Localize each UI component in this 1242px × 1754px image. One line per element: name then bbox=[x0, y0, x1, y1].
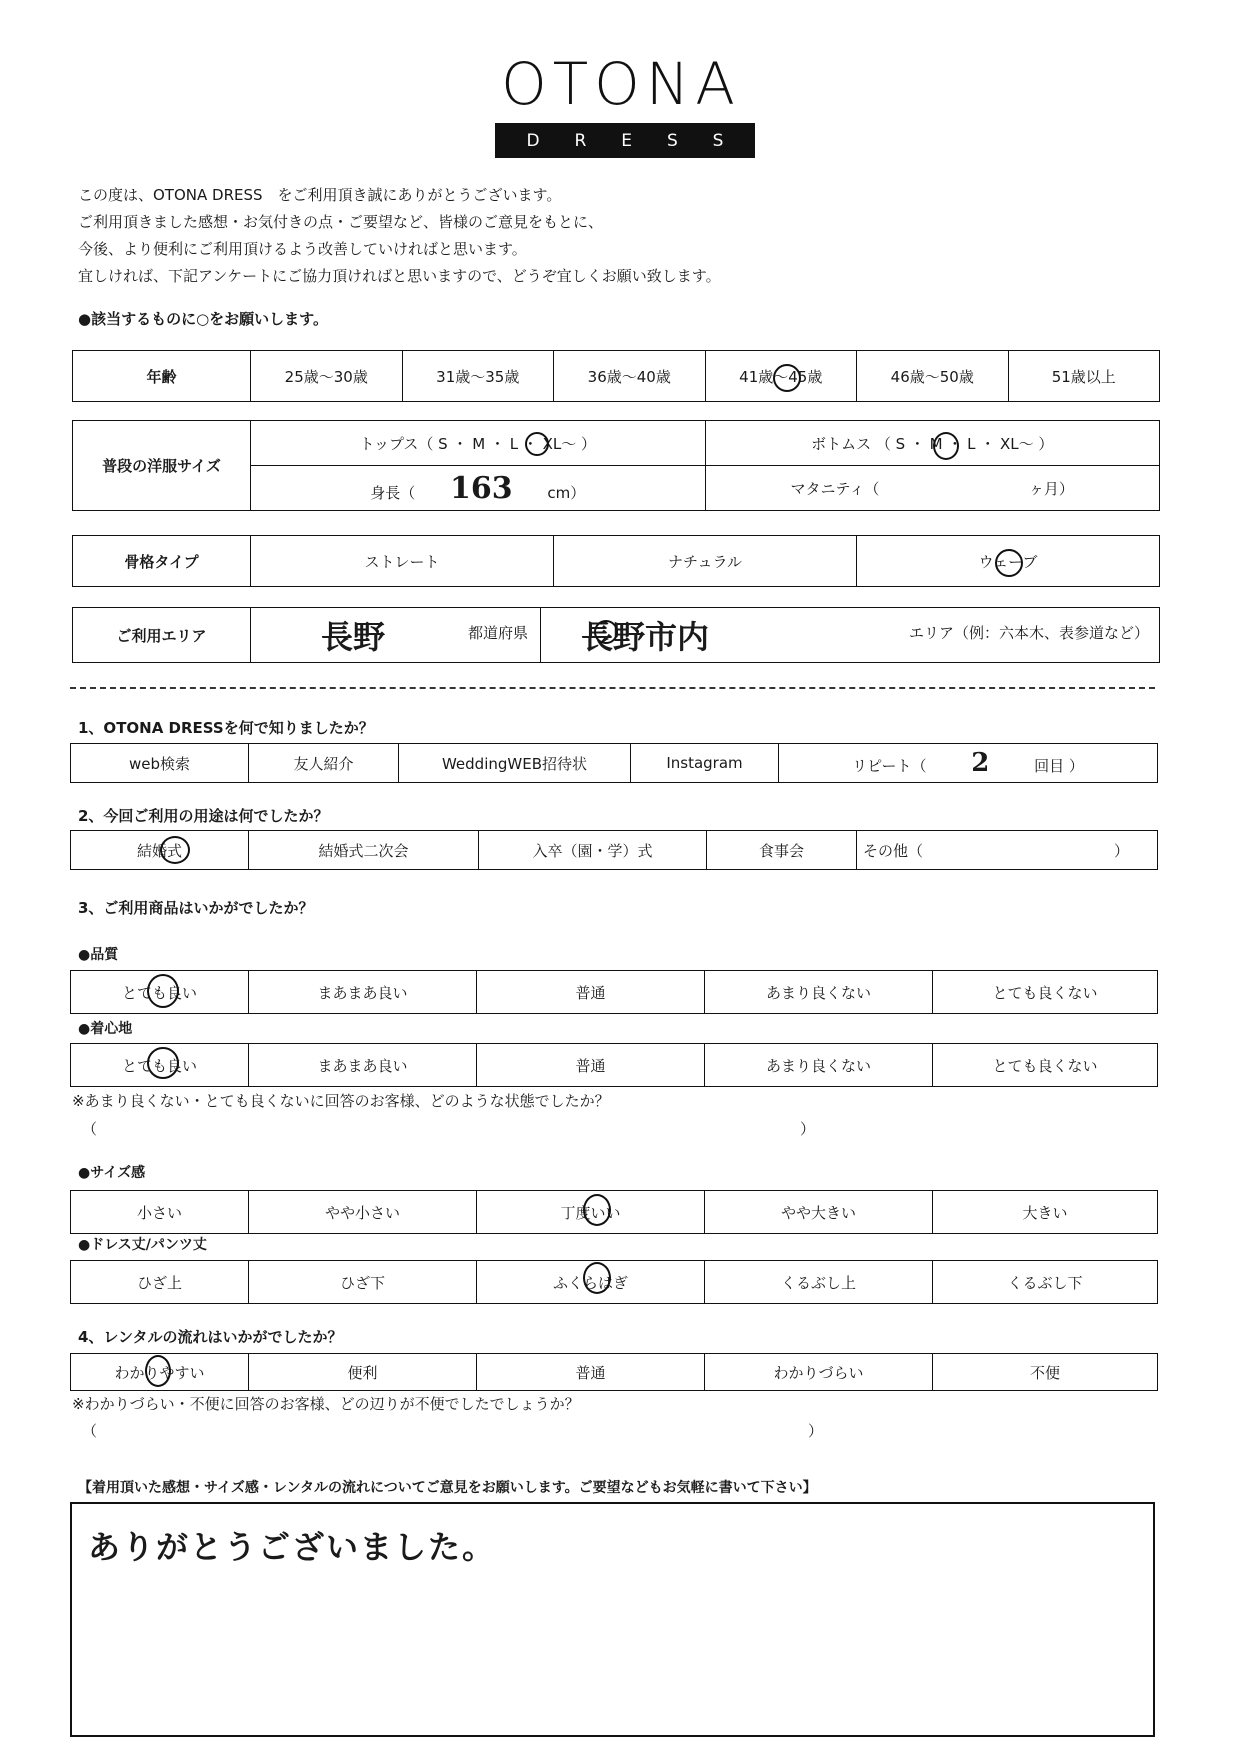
q4-title: 4、レンタルの流れはいかがでしたか？ bbox=[78, 1328, 343, 1346]
other-label: その他（ bbox=[863, 841, 924, 860]
repeat-suffix: 回目 ） bbox=[1034, 757, 1084, 775]
comment-box[interactable] bbox=[70, 1502, 1155, 1737]
q4-option[interactable]: 不便 bbox=[933, 1354, 1158, 1391]
length-option[interactable]: ひざ上 bbox=[71, 1261, 249, 1304]
comfort-option[interactable]: まあまあ良い bbox=[249, 1044, 477, 1087]
fit-label: ●サイズ感 bbox=[78, 1165, 146, 1181]
maternity-label: マタニティ（ bbox=[790, 479, 880, 498]
q1-option[interactable]: 友人紹介 bbox=[249, 744, 399, 783]
maternity-field[interactable] bbox=[705, 466, 1160, 511]
q4-note: ※わかりづらい・不便に回答のお客様、どの辺りが不便でしたでしょうか？ bbox=[72, 1395, 580, 1413]
selection-circle bbox=[147, 974, 179, 1008]
comfort-option[interactable]: 普通 bbox=[477, 1044, 705, 1087]
area-value: 長野市内 bbox=[581, 618, 710, 656]
intro-line: この度は、OTONA DRESS をご利用頂き誠にありがとうございます。 bbox=[78, 186, 562, 204]
fit-option[interactable]: 大きい bbox=[933, 1191, 1158, 1234]
brand-logo-title: OTONA bbox=[501, 50, 741, 118]
selection-circle bbox=[773, 364, 801, 392]
selection-circle bbox=[583, 1194, 611, 1226]
fit-option[interactable]: やや大きい bbox=[705, 1191, 933, 1234]
height-value: 163 bbox=[450, 470, 513, 506]
selection-circle bbox=[160, 836, 190, 864]
height-field[interactable] bbox=[251, 466, 706, 511]
quality-option[interactable]: あまり良くない bbox=[705, 971, 933, 1014]
q3-note: ※あまり良くない・とても良くないに回答のお客様、どのような状態でしたか？ bbox=[72, 1092, 610, 1110]
length-option-selected[interactable]: ふくらはぎ bbox=[477, 1261, 705, 1304]
repeat-label: リピート（ bbox=[852, 757, 927, 775]
fit-table bbox=[70, 1190, 1158, 1234]
selection-circle bbox=[583, 1262, 611, 1294]
q4-note-open-paren: （ bbox=[82, 1422, 98, 1440]
q2-option[interactable]: 食事会 bbox=[707, 831, 857, 870]
length-option[interactable]: くるぶし上 bbox=[705, 1261, 933, 1304]
quality-option[interactable]: まあまあ良い bbox=[249, 971, 477, 1014]
comfort-table bbox=[70, 1043, 1158, 1087]
other-close: ） bbox=[1113, 841, 1129, 860]
logo-letter: R bbox=[574, 130, 587, 151]
frame-option[interactable]: ナチュラル bbox=[554, 536, 857, 587]
comment-title: 【着用頂いた感想・サイズ感・レンタルの流れについてご意見をお願いします。ご要望などもお気軽に書いて下さい】 bbox=[78, 1480, 817, 1496]
logo-letter: S bbox=[666, 130, 678, 151]
height-unit: cm） bbox=[547, 483, 586, 502]
q2-option[interactable]: 入卒（園・学）式 bbox=[479, 831, 707, 870]
age-option-selected[interactable]: 41歳～45歳 bbox=[705, 351, 857, 402]
age-option[interactable]: 25歳～30歳 bbox=[251, 351, 403, 402]
q1-option[interactable]: WeddingWEB招待状 bbox=[399, 744, 631, 783]
fit-option[interactable]: やや小さい bbox=[249, 1191, 477, 1234]
prefecture-value: 長野 bbox=[321, 618, 386, 656]
q4-option[interactable]: 普通 bbox=[477, 1354, 705, 1391]
area-label: ご利用エリア bbox=[73, 608, 251, 663]
maternity-unit: ヶ月） bbox=[1028, 479, 1074, 498]
q2-table bbox=[70, 830, 1158, 870]
selection-circle bbox=[525, 432, 549, 456]
length-label: ●ドレス丈/パンツ丈 bbox=[78, 1237, 207, 1253]
selection-circle bbox=[995, 549, 1023, 577]
logo-letter: S bbox=[712, 130, 724, 151]
q2-other-field[interactable] bbox=[857, 831, 1158, 870]
comfort-label: ●着心地 bbox=[78, 1021, 133, 1037]
age-option[interactable]: 31歳～35歳 bbox=[402, 351, 554, 402]
q1-table bbox=[70, 743, 1158, 783]
comment-text: ありがとうございました。 bbox=[88, 1528, 497, 1566]
comfort-option[interactable]: とても良くない bbox=[933, 1044, 1158, 1087]
quality-option[interactable]: 普通 bbox=[477, 971, 705, 1014]
brand-logo-subtitle bbox=[495, 123, 755, 158]
q2-title: 2、今回ご利用の用途は何でしたか？ bbox=[78, 807, 329, 825]
q4-option[interactable]: わかりづらい bbox=[705, 1354, 933, 1391]
selection-circle bbox=[933, 432, 959, 460]
q1-option[interactable]: web検索 bbox=[71, 744, 249, 783]
comfort-option[interactable]: あまり良くない bbox=[705, 1044, 933, 1087]
q4-table bbox=[70, 1353, 1158, 1391]
logo-letter: E bbox=[621, 130, 632, 151]
comfort-option-selected[interactable]: とても良い bbox=[71, 1044, 249, 1087]
area-field[interactable] bbox=[541, 608, 1160, 663]
note-close-paren: ） bbox=[800, 1120, 816, 1138]
quality-table bbox=[70, 970, 1158, 1014]
q2-option[interactable]: 結婚式二次会 bbox=[249, 831, 479, 870]
intro-text bbox=[78, 182, 721, 290]
prefecture-field[interactable] bbox=[251, 608, 541, 663]
frame-option-selected[interactable]: ウェーブ bbox=[857, 536, 1160, 587]
fit-option-selected[interactable]: 丁度いい bbox=[477, 1191, 705, 1234]
height-label: 身長（ bbox=[370, 483, 416, 502]
note-open-paren: （ bbox=[82, 1120, 98, 1138]
quality-label: ●品質 bbox=[78, 947, 119, 963]
selection-circle bbox=[145, 1355, 171, 1387]
area-hint: エリア（例：六本木、表参道など） bbox=[908, 624, 1149, 642]
frame-label: 骨格タイプ bbox=[73, 536, 251, 587]
quality-option[interactable]: とても良くない bbox=[933, 971, 1158, 1014]
size-label: 普段の洋服サイズ bbox=[73, 421, 251, 511]
age-option[interactable]: 36歳～40歳 bbox=[554, 351, 706, 402]
age-option[interactable]: 51歳以上 bbox=[1008, 351, 1160, 402]
bottoms-size-field[interactable]: ボトムス （ S ・ M ・ L ・ XL～ ） bbox=[705, 421, 1160, 466]
age-option[interactable]: 46歳～50歳 bbox=[857, 351, 1009, 402]
fit-option[interactable]: 小さい bbox=[71, 1191, 249, 1234]
frame-option[interactable]: ストレート bbox=[251, 536, 554, 587]
intro-line: 宜しければ、下記アンケートにご協力頂ければと思いますので、どうぞ宜しくお願い致します。 bbox=[78, 267, 721, 285]
section-divider bbox=[70, 687, 1155, 689]
q4-option-selected[interactable]: わかりやすい bbox=[71, 1354, 249, 1391]
age-label: 年齢 bbox=[73, 351, 251, 402]
q4-option[interactable]: 便利 bbox=[249, 1354, 477, 1391]
instruction: ●該当するものに○をお願いします。 bbox=[78, 310, 328, 328]
tops-size-field[interactable]: トップス（ S ・ M ・ L ・ XL～ ） bbox=[251, 421, 706, 466]
intro-line: ご利用頂きました感想・お気付きの点・ご要望など、皆様のご意見をもとに、 bbox=[78, 213, 604, 231]
repeat-value: 2 bbox=[971, 748, 990, 778]
logo-letter: D bbox=[526, 130, 540, 151]
q2-option-selected[interactable]: 結婚式 bbox=[71, 831, 249, 870]
intro-line: 今後、より便利にご利用頂けるよう改善していければと思います。 bbox=[78, 240, 527, 258]
prefecture-suffix: 都道府県 bbox=[467, 624, 528, 642]
length-table bbox=[70, 1260, 1158, 1304]
size-table bbox=[72, 420, 1160, 511]
q3-title: 3、ご利用商品はいかがでしたか？ bbox=[78, 899, 314, 917]
q1-repeat-field[interactable] bbox=[779, 744, 1158, 783]
q1-option[interactable]: Instagram bbox=[631, 744, 779, 783]
quality-option-selected[interactable]: とても良い bbox=[71, 971, 249, 1014]
length-option[interactable]: ひざ下 bbox=[249, 1261, 477, 1304]
age-table bbox=[72, 350, 1160, 402]
q1-title: 1、OTONA DRESSを何で知りましたか？ bbox=[78, 719, 374, 737]
q4-note-close-paren: ） bbox=[808, 1422, 824, 1440]
selection-circle bbox=[594, 620, 618, 644]
selection-circle bbox=[147, 1047, 179, 1079]
length-option[interactable]: くるぶし下 bbox=[933, 1261, 1158, 1304]
